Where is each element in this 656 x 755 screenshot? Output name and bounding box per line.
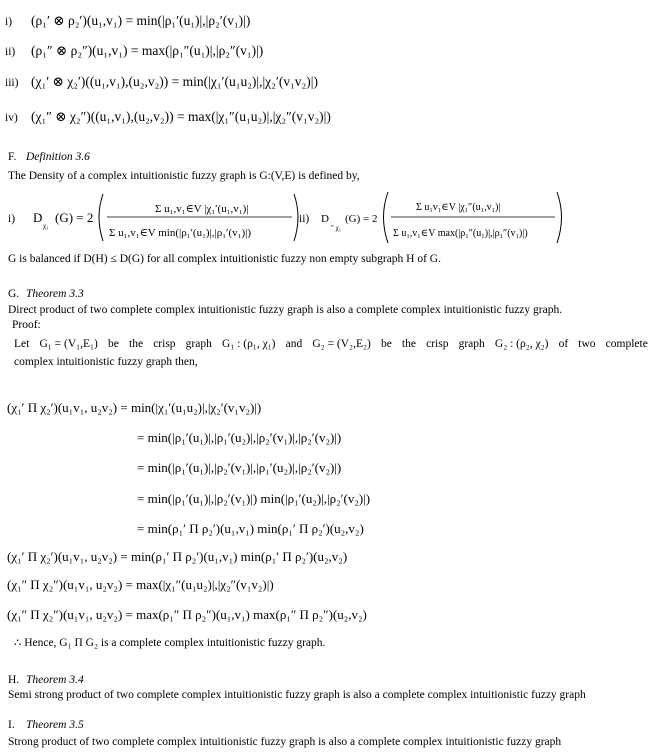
proof-word: the xyxy=(401,338,416,350)
derivation-expression: = min(|ρ₁′(u₁)|,|ρ₁′(u₂)|,|ρ₂′(v₁)|,|ρ₂′(v₂)|) xyxy=(137,430,342,445)
proof-word: two xyxy=(578,338,596,350)
formula-label: ii) xyxy=(299,213,310,225)
theorem-statement: Direct product of two complete complex intuitionistic fuzzy graph is also a complete complex intuitionistic fuzzy graph. xyxy=(8,304,563,316)
derivation-line-4 xyxy=(5,485,651,513)
fraction-denominator: Σ u₁,v₁∈V min(|ρ₁′(u₁)|,|ρ₁′(v₁)|) xyxy=(109,227,251,239)
proof-math: G₁ : (ρ₁, χ₁) xyxy=(221,338,276,350)
right-paren xyxy=(557,192,562,243)
formula-label: i) xyxy=(8,213,16,225)
balanced-definition: G is balanced if D(H) ≤ D(G) for all complex intuitionistic fuzzy non empty subgraph H of G. xyxy=(8,253,441,265)
density-subscript: ″ χ₁ xyxy=(331,224,342,232)
section-letter: F. xyxy=(8,151,17,163)
proof-word: and xyxy=(285,338,303,350)
proof-word: graph xyxy=(185,338,212,350)
proof-word: of xyxy=(558,338,569,350)
proof-math: G₁ = (V₁,E₁) xyxy=(39,338,98,350)
proof-math: G₂ : (ρ₂, χ₂) xyxy=(494,338,549,350)
theorem-statement: Semi strong product of two complete complex intuitionistic fuzzy graph is also a complete complex intuitionistic fuzzy graph xyxy=(8,689,586,701)
section-letter: G. xyxy=(8,288,20,300)
proof-word: be xyxy=(108,338,119,350)
property-expression: (χ₁′ ⊗ χ₂′)((u₁,v₁),(u₂,v₂)) = min(|χ₁′(u₁u₂)|,|χ₂′(v₁v₂)|) xyxy=(31,74,318,89)
proof-conclusion: ∴ Hence, G₁ Π G₂ is a complete complex intuitionistic fuzzy graph. xyxy=(14,637,326,649)
property-formula-3 xyxy=(5,67,651,95)
density-formulas xyxy=(5,188,651,248)
right-paren xyxy=(294,194,298,241)
theorem-heading xyxy=(8,287,650,302)
theorem-statement: Strong product of two complete complex intuitionistic fuzzy graph is also a complete complex intuitionistic fuzzy graph xyxy=(8,736,562,748)
proof-word: crisp xyxy=(153,338,176,350)
left-paren xyxy=(99,194,103,241)
proof-line-1 xyxy=(14,337,648,352)
proof-word: Let xyxy=(14,338,30,350)
density-formula-i xyxy=(8,194,298,241)
derivation-expression: = min(|ρ₁′(u₁)|,|ρ₂′(v₁)|) min(|ρ₁′(u₂)|,|ρ₂′(v₂)|) xyxy=(137,491,371,506)
proof-word: the xyxy=(129,338,144,350)
derivation-expression: (χ₁′ Π χ₂′)(u₁v₁, u₂v₂) = min(ρ₁′ Π ρ₂′)(u₁,v₁) min(ρ₁′ Π ρ₂′)(u₂,v₂) xyxy=(7,549,348,564)
proof-line-2: complex intuitionistic fuzzy graph then, xyxy=(14,356,198,368)
fraction-denominator: Σ u₁,v₁∈V max(|ρ₁″(u₁)|,|ρ₁″(v₁)|) xyxy=(393,228,528,239)
property-label: i) xyxy=(5,16,13,28)
property-expression: (ρ₁″ ⊗ ρ₂″)(u₁,v₁) = max(|ρ₁″(u₁)|,|ρ₂″(v₁)|) xyxy=(31,43,264,58)
derivation-expression: = min(|ρ₁′(u₁)|,|ρ₂′(v₁)|,|ρ₁′(u₂)|,|ρ₂′(v₂)|) xyxy=(137,460,342,475)
derivation-expression: (χ₁″ Π χ₂″)(u₁v₁, u₂v₂) = max(|χ₁″(u₁u₂)|,|χ₂″(v₁v₂)|) xyxy=(7,577,274,592)
derivation-line-1 xyxy=(5,394,651,422)
proof-word: be xyxy=(380,338,392,350)
section-letter: I. xyxy=(8,719,15,731)
fraction-numerator: Σ u₁v₁∈V |χ₁″(u₁,v₁)| xyxy=(416,202,501,213)
property-label: iii) xyxy=(5,77,19,89)
derivation-line-5 xyxy=(5,515,651,543)
left-paren xyxy=(384,192,389,243)
theorem-heading xyxy=(8,718,650,733)
section-title: Theorem 3.4 xyxy=(26,674,84,686)
derivation-expression: (χ₁′ Π χ₂′)(u₁v₁, u₂v₂) = min(|χ₁′(u₁u₂)|,|χ₂′(v₁v₂)|) xyxy=(7,400,262,415)
derivation-expression: = min(ρ₁′ Π ρ₂′)(u₁,v₁) min(ρ₁′ Π ρ₂′)(u₂,v₂) xyxy=(137,521,364,536)
proof-word: graph xyxy=(458,338,485,350)
property-expression: (χ₁″ ⊗ χ₂″)((u₁,v₁),(u₂,v₂)) = max(|χ₁″(u₁u₂)|,|χ₂″(v₁v₂)|) xyxy=(31,109,331,124)
derivation-line-8 xyxy=(5,601,651,629)
derivation-line-7 xyxy=(5,571,651,599)
property-formula-1 xyxy=(5,6,651,34)
derivation-line-6 xyxy=(5,543,651,571)
derivation-line-2 xyxy=(5,424,651,452)
section-title: Theorem 3.5 xyxy=(26,719,84,731)
property-formula-4 xyxy=(5,102,651,130)
proof-math: G₂ = (V₂,E₂) xyxy=(312,338,371,350)
property-label: iv) xyxy=(5,112,18,124)
proof-label: Proof: xyxy=(12,319,41,331)
definition-text: The Density of a complex intuitionistic fuzzy graph is G:(V,E) is defined by, xyxy=(8,170,360,182)
density-argument: (G) = 2 xyxy=(55,210,94,225)
definition-heading xyxy=(8,150,650,165)
fraction-numerator: Σ u₁,v₁∈V |χ₁′(u₁,v₁)| xyxy=(155,203,249,215)
density-symbol: D xyxy=(321,213,329,225)
density-subscript: χ₁ xyxy=(43,222,49,230)
derivation-expression: (χ₁″ Π χ₂″)(u₁v₁, u₂v₂) = max(ρ₁″ Π ρ₂″)(u₁,v₁) max(ρ₁″ Π ρ₂″)(u₂,v₂) xyxy=(7,607,367,622)
section-title: Definition 3.6 xyxy=(26,151,90,163)
proof-word: complete xyxy=(605,338,648,350)
density-formula-ii xyxy=(299,192,562,243)
property-formula-2 xyxy=(5,36,651,64)
property-label: ii) xyxy=(5,46,16,58)
proof-word: crisp xyxy=(426,338,449,350)
density-symbol: D xyxy=(33,210,43,225)
density-argument: (G) = 2 xyxy=(345,213,378,225)
derivation-line-3 xyxy=(5,454,651,482)
property-expression: (ρ₁′ ⊗ ρ₂′)(u₁,v₁) = min(|ρ₁′(u₁)|,|ρ₂′(v₁)|) xyxy=(31,13,251,28)
theorem-heading xyxy=(8,673,650,688)
section-letter: H. xyxy=(8,674,20,686)
section-title: Theorem 3.3 xyxy=(26,288,84,300)
